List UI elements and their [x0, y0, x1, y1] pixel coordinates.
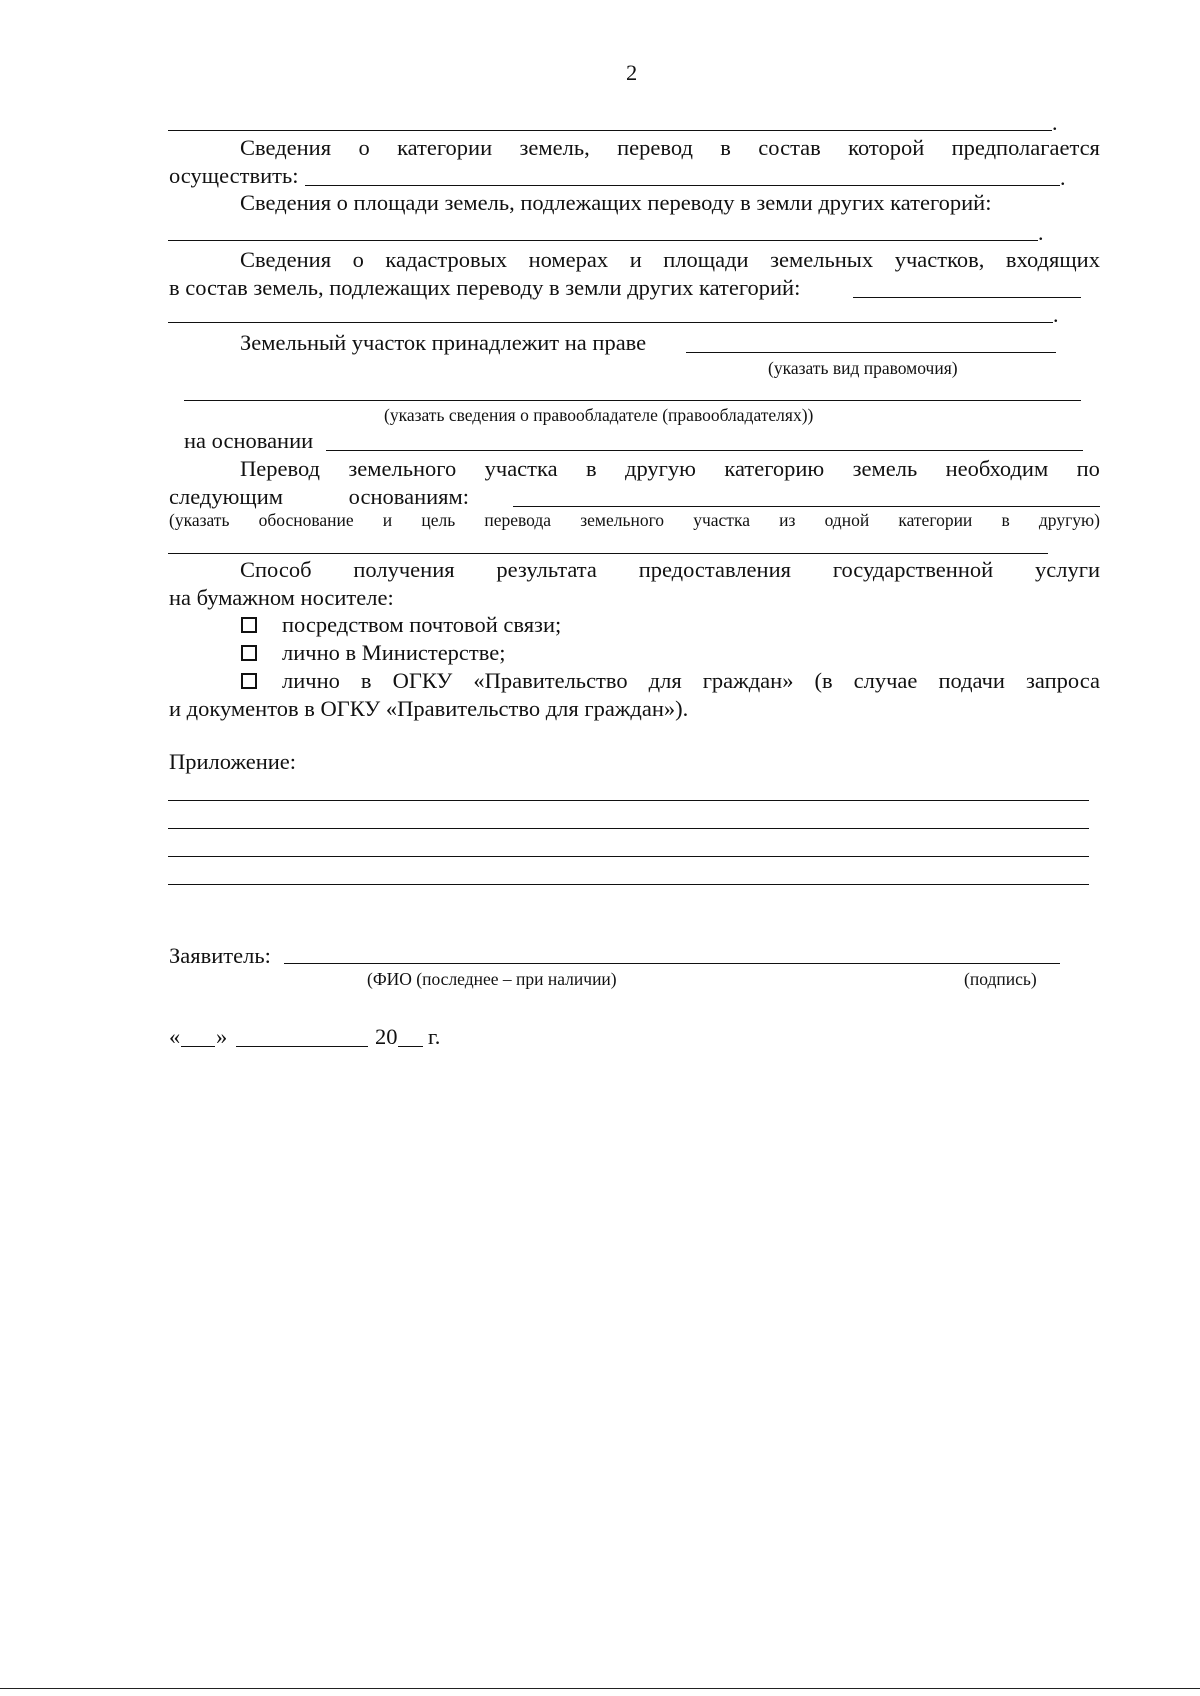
checkbox-mail[interactable]	[241, 617, 257, 633]
applicant-name-hint: (ФИО (последнее – при наличии)	[367, 969, 617, 989]
cadastral-fill-line-1[interactable]	[853, 297, 1081, 298]
checkbox-ministry[interactable]	[241, 645, 257, 661]
category-line-2-label: осуществить:	[169, 163, 299, 188]
cadastral-line-2: в состав земель, подлежащих переводу в земли других категорий:	[169, 275, 801, 300]
area-fill-line[interactable]	[168, 240, 1038, 241]
ownership-right-fill-line[interactable]	[686, 352, 1056, 353]
page-bottom-edge	[0, 1688, 1200, 1689]
attachment-line-3[interactable]	[168, 856, 1089, 857]
date-year-prefix: 20	[375, 1024, 398, 1049]
date-close-quote: »	[216, 1024, 228, 1049]
option-ogku-line-2: и документов в ОГКУ «Правительство для граждан»).	[169, 696, 689, 721]
attachment-line-4[interactable]	[168, 884, 1089, 885]
area-label: Сведения о площади земель, подлежащих переводу в земли других категорий:	[240, 190, 992, 215]
cadastral-line-1: Сведения о кадастровых номерах и площади земельных участков, входящих	[240, 247, 1100, 272]
category-line-1: Сведения о категории земель, перевод в состав которой предполагается	[240, 135, 1100, 160]
date-open-quote: «	[169, 1024, 181, 1049]
applicant-signature-hint: (подпись)	[964, 969, 1037, 989]
applicant-label: Заявитель:	[169, 943, 271, 968]
ownership-label: Земельный участок принадлежит на праве	[240, 330, 647, 355]
transfer-line-2: следующим основаниям:	[169, 484, 469, 509]
date-month-fill[interactable]	[236, 1046, 368, 1047]
date-year-suffix: г.	[428, 1024, 441, 1049]
period-mark: .	[1053, 302, 1059, 327]
attachment-line-2[interactable]	[168, 828, 1089, 829]
delivery-line-1: Способ получения результата предоставления государственной услуги	[240, 557, 1100, 582]
cadastral-fill-line-2[interactable]	[168, 322, 1053, 323]
owner-hint: (указать сведения о правообладателе (правообладателях))	[384, 405, 814, 425]
period-mark: .	[1038, 220, 1044, 245]
page-number: 2	[626, 60, 638, 85]
owner-fill-line[interactable]	[184, 400, 1081, 401]
transfer-fill-line[interactable]	[513, 506, 1100, 507]
period-mark: .	[1060, 165, 1066, 190]
transfer-fill-line-2[interactable]	[168, 553, 1048, 554]
category-fill-line[interactable]	[305, 185, 1060, 186]
basis-label: на основании	[184, 428, 314, 453]
date-year-fill[interactable]	[398, 1046, 423, 1047]
basis-fill-line[interactable]	[326, 450, 1083, 451]
option-ministry-label: лично в Министерстве;	[282, 640, 506, 665]
option-mail-label: посредством почтовой связи;	[282, 612, 562, 637]
transfer-line-1: Перевод земельного участка в другую категорию земель необходим по	[240, 456, 1100, 481]
delivery-line-2: на бумажном носителе:	[169, 585, 394, 610]
transfer-hint: (указать обоснование и цель перевода земельного участка из одной категории в другую)	[169, 510, 1100, 530]
attachment-line-1[interactable]	[168, 800, 1089, 801]
period-mark: .	[1052, 110, 1058, 135]
fill-line-top[interactable]	[168, 130, 1052, 131]
checkbox-ogku[interactable]	[241, 673, 257, 689]
attachment-label: Приложение:	[169, 749, 297, 774]
applicant-fill-line[interactable]	[284, 963, 1060, 964]
option-ogku-line-1: лично в ОГКУ «Правительство для граждан» (в случае подачи запроса	[282, 668, 1100, 693]
date-day-fill[interactable]	[181, 1046, 215, 1047]
ownership-right-hint: (указать вид правомочия)	[768, 358, 958, 378]
